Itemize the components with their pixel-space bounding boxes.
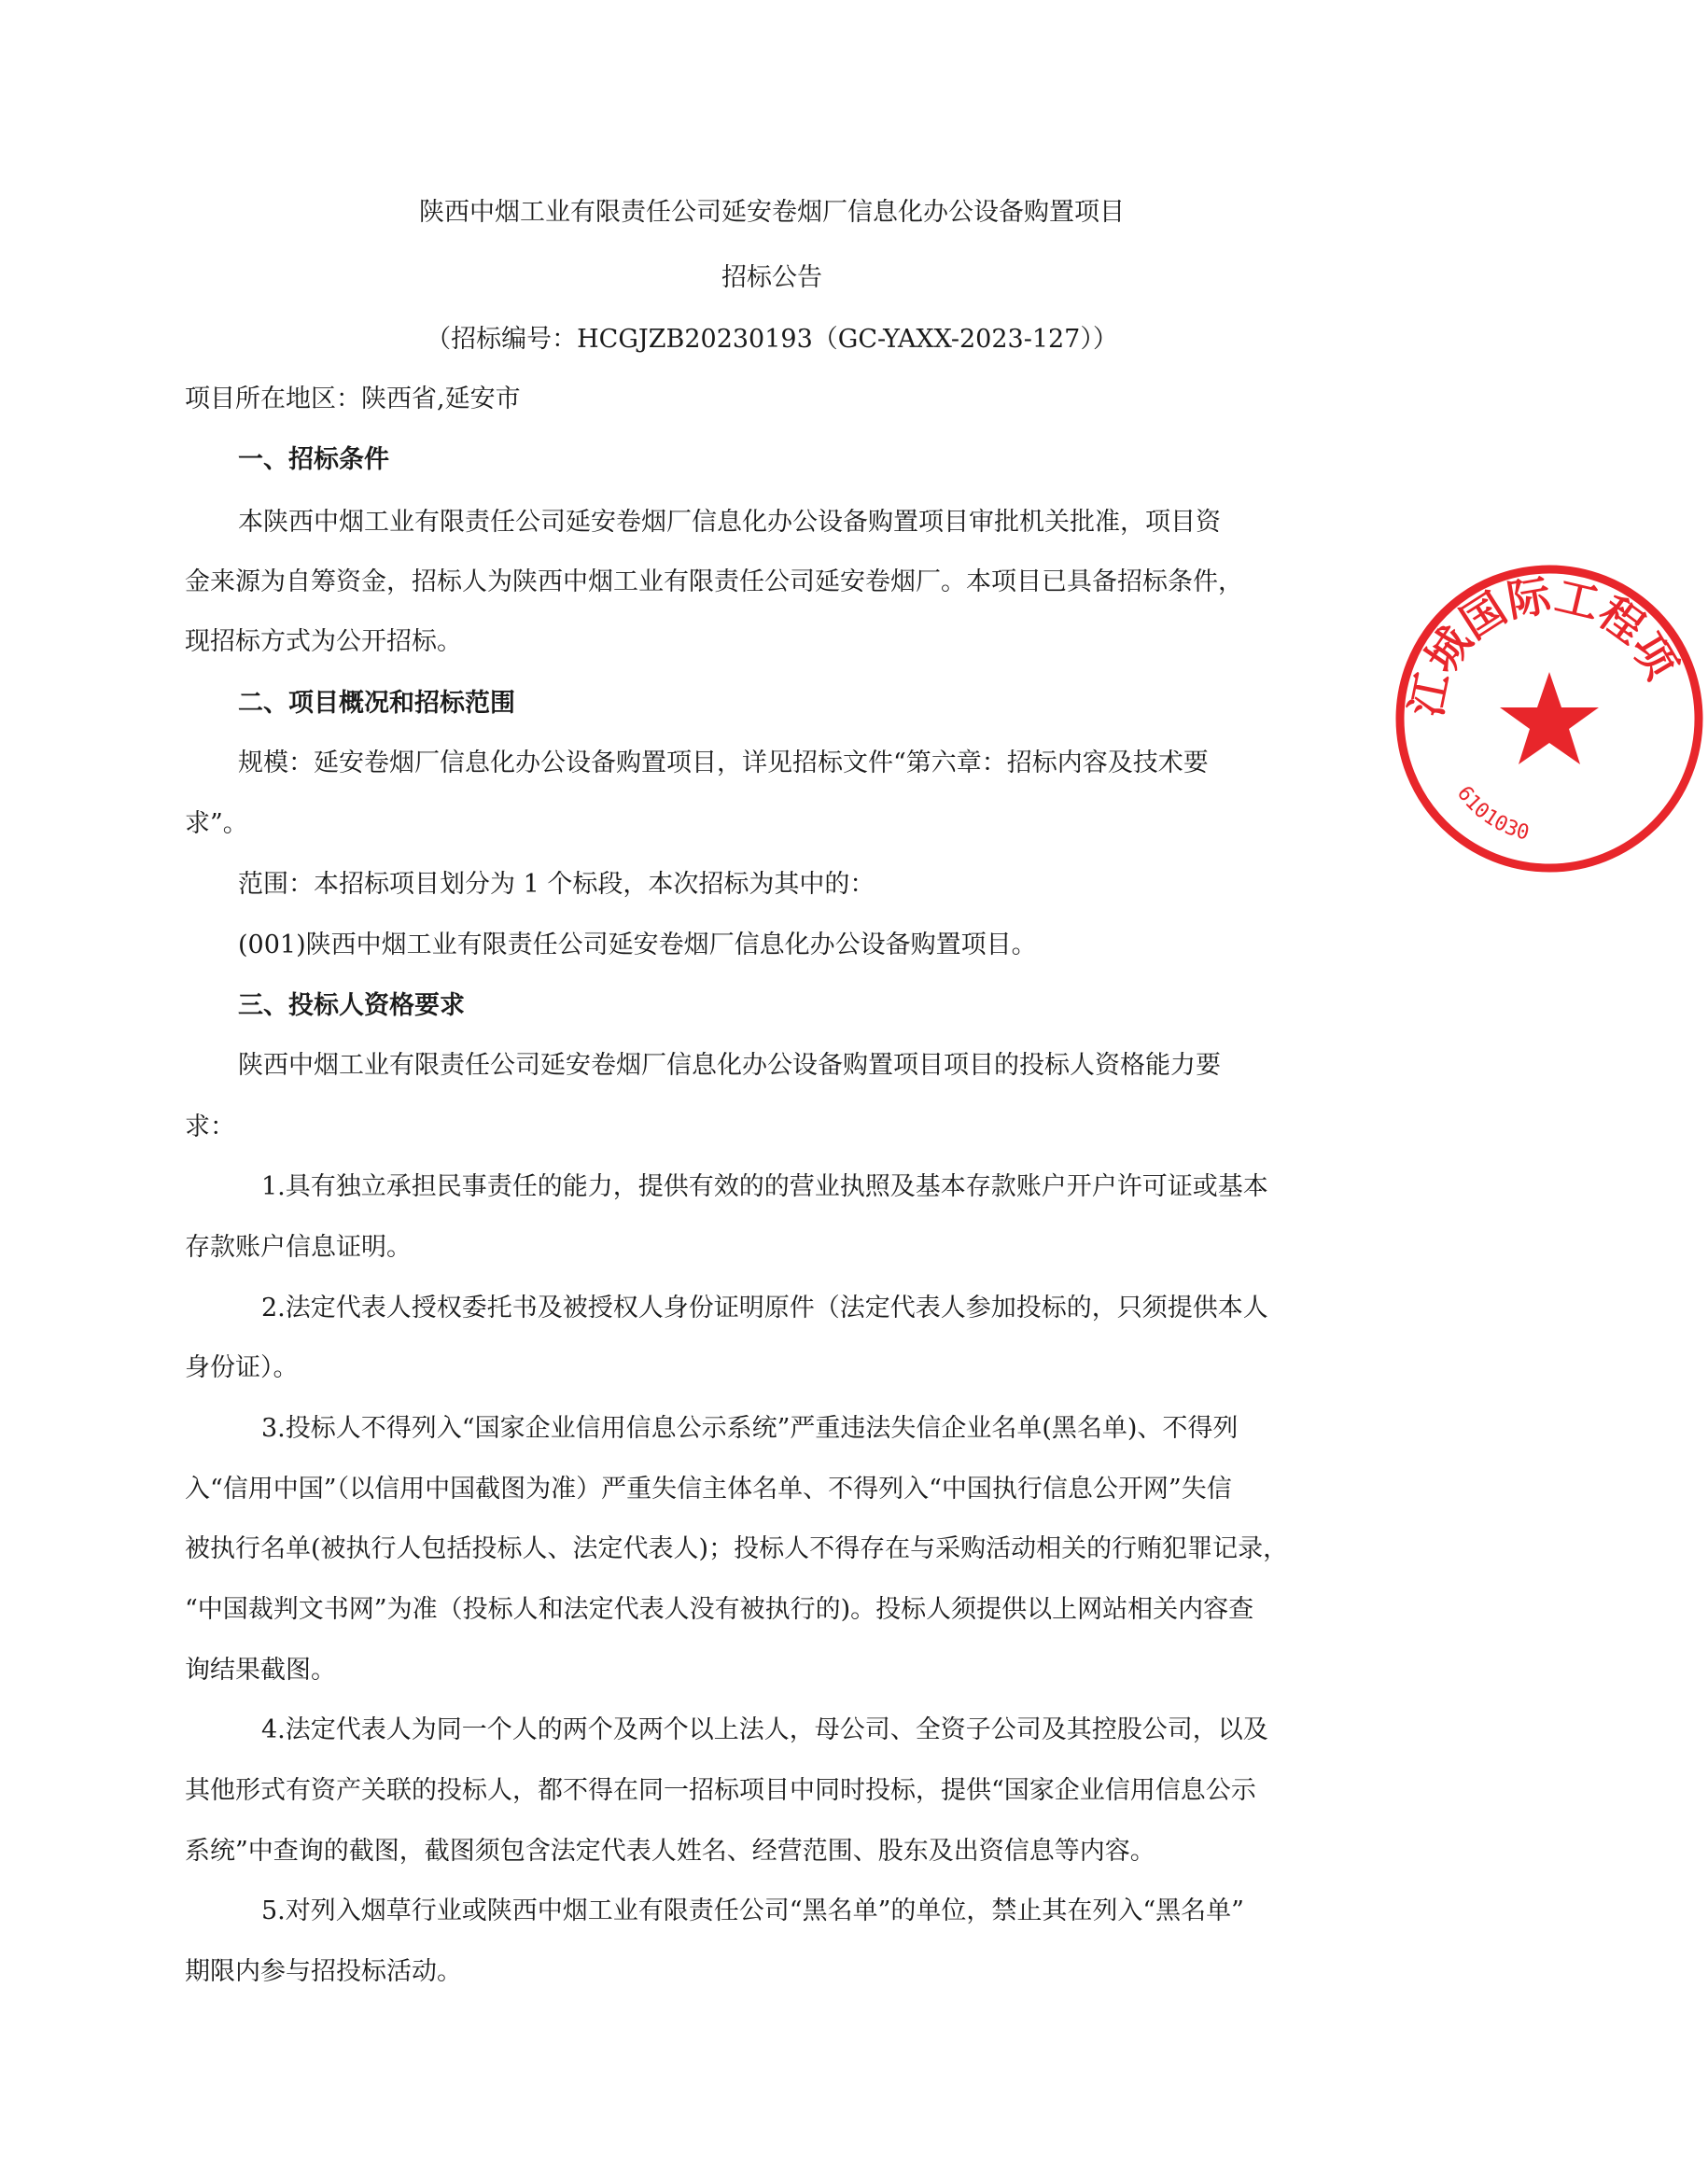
document-title: 陕西中烟工业有限责任公司延安卷烟厂信息化办公设备购置项目 [419, 198, 1125, 227]
paragraph-line: 1.具有独立承担民事责任的能力，提供有效的的营业执照及基本存款账户开户许可证或基本 [261, 1172, 1268, 1201]
paragraph-line: 存款账户信息证明。 [185, 1233, 412, 1262]
paragraph-line: 被执行名单(被执行人包括投标人、法定代表人)；投标人不得存在与采购活动相关的行贿犯罪记录， [185, 1534, 1289, 1563]
paragraph-line: 本陕西中烟工业有限责任公司延安卷烟厂信息化办公设备购置项目审批机关批准，项目资 [238, 508, 1221, 537]
paragraph-line: 询结果截图。 [185, 1656, 336, 1685]
paragraph-line: 3.投标人不得列入“国家企业信用信息公示系统”严重违法失信企业名单(黑名单)、不得列 [261, 1414, 1239, 1443]
seal-text: 江城国际工程项 [1400, 569, 1687, 721]
paragraph-line: 规模：延安卷烟厂信息化办公设备购置项目，详见招标文件“第六章：招标内容及技术要 [238, 749, 1209, 777]
document-subtitle: 招标公告 [721, 263, 822, 292]
seal-star-icon [1500, 672, 1599, 764]
paragraph-line: 5.对列入烟草行业或陕西中烟工业有限责任公司“黑名单”的单位，禁止其在列入“黑名单” [261, 1896, 1244, 1925]
paragraph-line: (001)陕西中烟工业有限责任公司延安卷烟厂信息化办公设备购置项目。 [238, 931, 1037, 959]
paragraph-line: 现招标方式为公开招标。 [185, 627, 462, 656]
section-heading-1: 一、招标条件 [238, 445, 389, 474]
company-seal-stamp [1391, 560, 1708, 877]
project-region: 项目所在地区：陕西省,延安市 [185, 385, 521, 413]
section-heading-3: 三、投标人资格要求 [238, 991, 465, 1020]
tender-number: （招标编号：HCGJZB20230193（GC-YAXX-2023-127）） [426, 325, 1118, 354]
paragraph-line: 期限内参与招投标活动。 [185, 1957, 462, 1986]
section-heading-2: 二、项目概况和招标范围 [238, 689, 515, 718]
paragraph-line: 求”。 [185, 809, 248, 838]
paragraph-line: “中国裁判文书网”为准（投标人和法定代表人没有被执行的)。投标人须提供以上网站相关内容查 [185, 1595, 1254, 1624]
seal-number: 6101030 [1451, 782, 1532, 846]
paragraph-line: 范围：本招标项目划分为 1 个标段，本次招标为其中的： [238, 870, 875, 899]
paragraph-line: 4.法定代表人为同一个人的两个及两个以上法人，母公司、全资子公司及其控股公司，以及 [261, 1715, 1268, 1744]
paragraph-line: 身份证）。 [185, 1353, 299, 1382]
paragraph-line: 陕西中烟工业有限责任公司延安卷烟厂信息化办公设备购置项目项目的投标人资格能力要 [238, 1051, 1221, 1080]
paragraph-line: 2.法定代表人授权委托书及被授权人身份证明原件（法定代表人参加投标的，只须提供本人 [261, 1294, 1268, 1322]
paragraph-line: 入“信用中国”（以信用中国截图为准）严重失信主体名单、不得列入“中国执行信息公开网”失信 [185, 1475, 1232, 1504]
paragraph-line: 系统”中查询的截图，截图须包含法定代表人姓名、经营范围、股东及出资信息等内容。 [185, 1837, 1155, 1866]
paragraph-line: 金来源为自筹资金，招标人为陕西中烟工业有限责任公司延安卷烟厂。本项目已具备招标条件， [185, 567, 1243, 596]
paragraph-line: 求： [185, 1112, 235, 1141]
paragraph-line: 其他形式有资产关联的投标人，都不得在同一招标项目中同时投标，提供“国家企业信用信息公示 [185, 1776, 1256, 1805]
